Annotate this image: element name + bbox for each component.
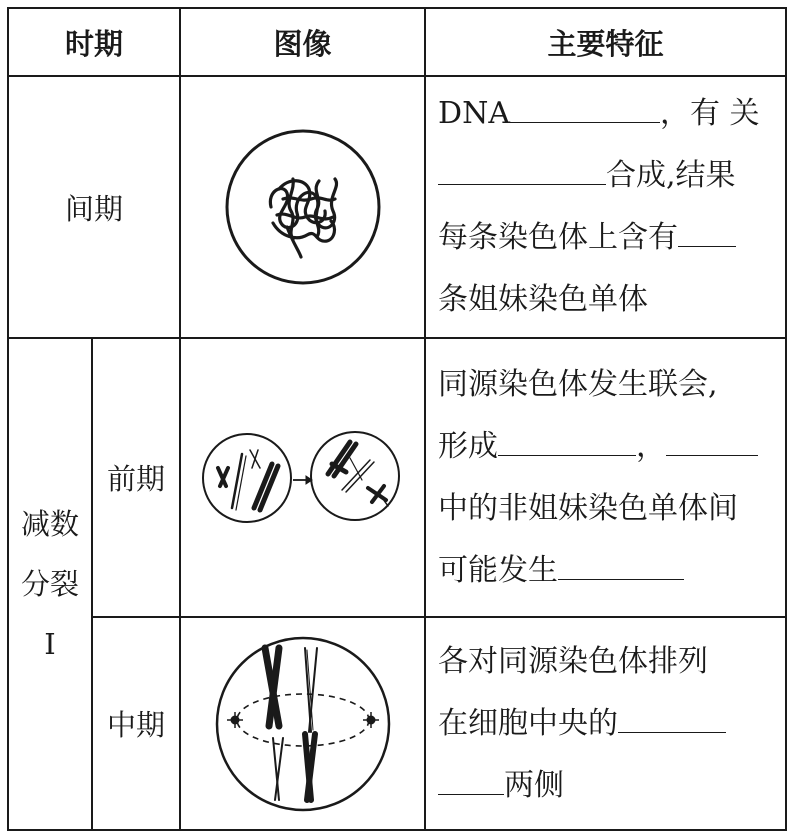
- feature-line: [438, 755, 777, 817]
- feature-text: 在细胞中央的: [438, 705, 619, 741]
- metaphase-cell-illustration: [213, 634, 393, 814]
- feature-text: ，: [636, 428, 667, 464]
- header-period: 时期: [8, 8, 180, 76]
- meiosis-label-line: Ⅰ: [44, 627, 56, 661]
- feature-text: 形成: [438, 428, 499, 464]
- feature-line: [438, 416, 777, 478]
- interphase-cell-illustration: [223, 127, 383, 287]
- feature-line: [438, 354, 777, 416]
- feature-line: [438, 145, 777, 207]
- feature-text: 同源染色体发生联会,: [438, 366, 718, 402]
- period-meiosis-1: [8, 338, 92, 830]
- feature-line: [438, 631, 777, 693]
- period-interphase: 间期: [8, 76, 180, 338]
- answer-blank: [618, 702, 726, 733]
- answer-blank: [678, 216, 736, 247]
- answer-blank: [558, 549, 684, 580]
- meiosis-label-line: 分裂: [20, 567, 79, 601]
- meiosis-table: [7, 7, 787, 831]
- feature-text: ，有 关: [659, 96, 760, 131]
- header-image: 图像: [180, 8, 425, 76]
- period-metaphase: 中期: [92, 617, 180, 830]
- image-metaphase: [180, 617, 425, 830]
- header-row: [8, 8, 786, 76]
- feature-text: 每条染色体上含有: [438, 220, 679, 255]
- feature-text: 条姐妹染色单体: [438, 282, 649, 317]
- features-interphase: [425, 76, 786, 338]
- answer-blank: [666, 425, 758, 456]
- feature-text: 中的非姐妹染色单体间: [438, 490, 739, 526]
- meiosis-label: [9, 494, 91, 674]
- answer-blank: [498, 425, 636, 456]
- prophase-cells-illustration: [200, 428, 405, 528]
- feature-text: 合成,结果: [606, 158, 736, 193]
- features-prophase: [425, 338, 786, 617]
- header-features: 主要特征: [425, 8, 786, 76]
- feature-text: 各对同源染色体排列: [438, 643, 709, 679]
- feature-text: 两侧: [504, 767, 565, 803]
- feature-line: [438, 269, 777, 331]
- feature-line: [438, 207, 777, 269]
- row-interphase: [8, 76, 786, 338]
- image-prophase: [180, 338, 425, 617]
- feature-line: [438, 83, 777, 145]
- answer-blank: [438, 154, 606, 185]
- row-metaphase: [8, 617, 786, 830]
- feature-text: 可能发生: [438, 552, 559, 588]
- image-interphase: [180, 76, 425, 338]
- answer-blank: [438, 764, 504, 795]
- answer-blank: [510, 92, 660, 123]
- meiosis-label-line: 减数: [20, 507, 79, 541]
- features-metaphase: [425, 617, 786, 830]
- feature-line: [438, 478, 777, 540]
- period-prophase: 前期: [92, 338, 180, 617]
- feature-line: [438, 693, 777, 755]
- row-prophase: [8, 338, 786, 617]
- feature-text: DNA: [438, 96, 510, 131]
- feature-line: [438, 540, 777, 602]
